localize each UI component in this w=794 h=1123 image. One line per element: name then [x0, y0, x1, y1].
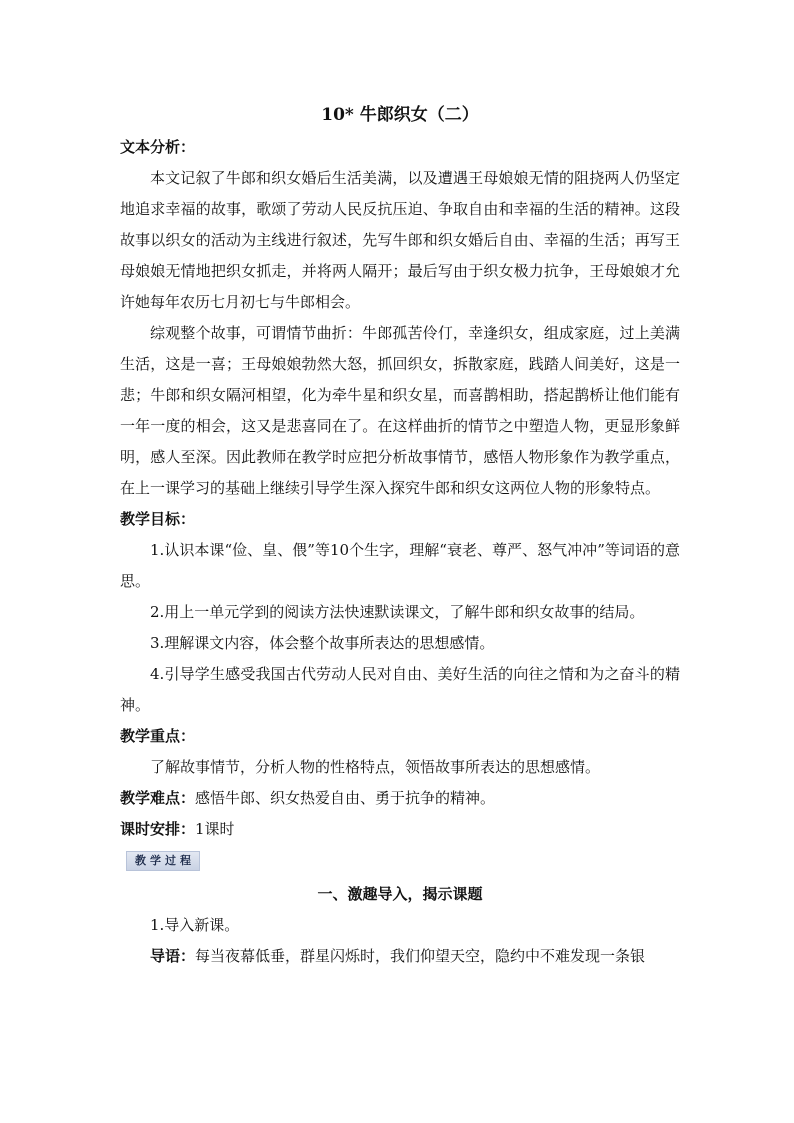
objective-item-1: 1.认识本课“俭、皇、偎”等10个生字，理解“衰老、尊严、怒气冲冲”等词语的意思。 [120, 541, 680, 590]
text-analysis-paragraph-1: 本文记叙了牛郎和织女婚后生活美满，以及遭遇王母娘娘无情的阻挠两人仍坚定地追求幸福的故事，歌颂了劳动人民反抗压迫、争取自由和幸福的生活的精神。这段故事以织女的活动为主线进行叙述，先写牛郎和织女婚后自由、幸福的生活；再写王母娘娘无情地把织女抓走，并将两人隔开；最后写由于织女极力抗争，王母娘娘才允许她每年农历七月初七与牛郎相会。 [120, 169, 680, 311]
difficulty-line [120, 783, 680, 814]
document-page [120, 98, 680, 972]
objective-item-4: 4.引导学生感受我国古代劳动人民对自由、美好生活的向往之情和为之奋斗的精神。 [120, 665, 680, 714]
section-one-title: 一、激趣导入，揭示课题 [317, 885, 483, 903]
objectives-heading: 教学目标： [120, 510, 196, 528]
key-points-heading: 教学重点： [120, 727, 196, 745]
section-one-step: 1.导入新课。 [150, 916, 240, 934]
section-one-intro [120, 941, 680, 972]
process-tag-container [126, 849, 680, 879]
objective-item-3: 3.理解课文内容，体会整个故事所表达的思想感情。 [150, 634, 495, 652]
document-title: 10* 牛郎织女（二） [321, 105, 479, 125]
objective-item-2: 2.用上一单元学到的阅读方法快速默读课文，了解牛郎和织女故事的结局。 [150, 603, 645, 621]
difficulty-text: 感悟牛郎、织女热爱自由、勇于抗争的精神。 [195, 789, 496, 807]
text-analysis-paragraph-2: 综观整个故事，可谓情节曲折：牛郎孤苦伶仃，幸逢织女，组成家庭，过上美满生活，这是一喜；王母娘娘勃然大怒，抓回织女，拆散家庭，践踏人间美好，这是一悲；牛郎和织女隔河相望，化为牵牛星和织女星，而喜鹊相助，搭起鹊桥让他们能有一年一度的相会，这又是悲喜同在了。在这样曲折的情节之中塑造人物，更显形象鲜明，感人至深。因此教师在教学时应把分析故事情节，感悟人物形象作为教学重点，在上一课学习的基础上继续引导学生深入探究牛郎和织女这两位人物的形象特点。 [120, 324, 680, 497]
schedule-heading: 课时安排： [120, 820, 196, 838]
intro-text: 每当夜幕低垂，群星闪烁时，我们仰望天空，隐约中不难发现一条银 [195, 947, 646, 965]
schedule-text: 1课时 [195, 820, 235, 838]
intro-label: 导语： [150, 947, 196, 965]
process-tag-badge: 教学过程 [126, 851, 200, 871]
key-points-text: 了解故事情节，分析人物的性格特点，领悟故事所表达的思想感情。 [150, 758, 601, 776]
difficulty-heading: 教学难点： [120, 789, 196, 807]
text-analysis-heading: 文本分析： [120, 138, 196, 156]
schedule-line [120, 814, 680, 845]
